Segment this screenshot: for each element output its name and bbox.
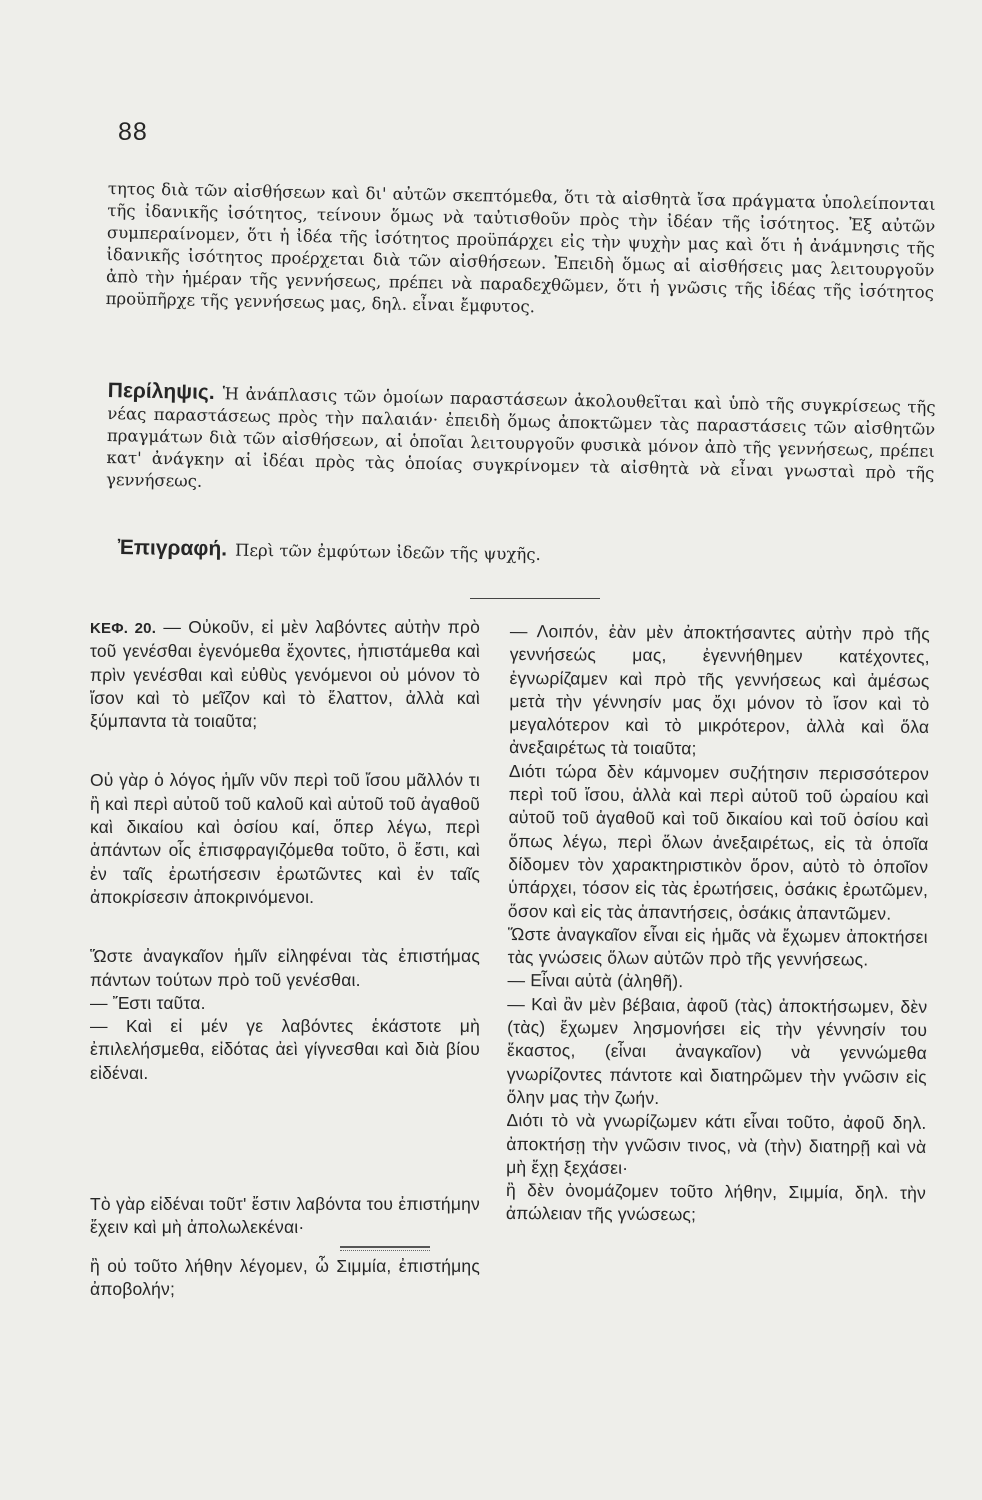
summary-text: Ἡ ἀνάπλασις τῶν ὁμοίων παραστάσεων ἀκολουθεῖται καὶ ὑπὸ τῆς συγκρίσεως τῆς νέας παραστάσεως πρὸς τὴν παλαιάν· ἐπειδὴ ὅμως ἀποκτῶμεν τὰς παραστάσεις τῶν αἰσθητῶν πραγμάτων διὰ τῶν αἰσθήσεων, αἱ ὁποῖαι λειτουργοῦν φυσικὰ μόνον ἀπὸ τῆς γεννήσεως, πρέπει κατ' ἀνάγκην αἱ ἰδέαι πρὸς τὰς ὁποίας συγκρίνομεν τὰ αἰσθητὰ νὰ εἶναι γνωσταὶ πρὸ τῆς γεννήσεως. — [105, 384, 936, 491]
left-paragraph-4: — Ἔστι ταῦτα. — [90, 992, 206, 1013]
chapter-label: ΚΕΦ. 20. — [90, 620, 157, 637]
modern-greek-column — [506, 620, 930, 1229]
left-p1-text: — Οὐκοῦν, εἰ μὲν λαβόντες αὐτὴν πρὸ τοῦ γενέσθαι ἐγενόμεθα ἔχοντες, ἠπιστάμεθα καὶ πρὶν γενέσθαι καὶ εὐθὺς γενόμενοι οὐ μόνον τὸ ἴσον καὶ τὸ μεῖζον καὶ τὸ ἔλαττον, ἀλλὰ καὶ ξύμπαντα τὰ τοιαῦτα; — [90, 617, 481, 732]
summary-section — [106, 380, 936, 507]
left-paragraph-1 — [90, 616, 480, 733]
right-paragraph-6: Διότι τὸ νὰ γνωρίζωμεν κάτι εἶναι τοῦτο, ἀφοῦ δηλ. ἀποκτήσῃ τὴν γνῶσιν τινος, νὰ (τὴν) διατηρῇ καὶ νὰ μὴ ἔχῃ ξεχάσει· — [506, 1110, 927, 1178]
intro-paragraph: τητος διὰ τῶν αἰσθήσεων καὶ δι' αὐτῶν σκεπτόμεθα, ὅτι τὰ αἰσθητὰ ἴσα πράγματα ὑπολείπονται τῆς ἰδανικῆς ἰσότητος, τείνουν ὅμως νὰ ταὐτισθοῦν πρὸς τὴν ἰδέαν τῆς ἰσότητος. Ἐξ αὐτῶν συμπεραίνομεν, ὅτι ἡ ἰδέα τῆς ἰσότητος προϋπάρχει εἰς τὴν ψυχὴν μας καὶ ὅτι ἡ ἀνάμνησις τῆς ἰδανικῆς ἰσότητος προέρχεται διὰ τῶν αἰσθήσεων. Ἐπειδὴ ὅμως αἱ αἰσθήσεις μας λειτουργοῦν ἀπὸ τὴν ἡμέραν τῆς γεννήσεως, πρέπει νὰ παραδεχθῶμεν, ὅτι ἡ γνῶσις τῆς ἰδέας τῆς ἰσότητος προϋπῆρχε τῆς γεννήσεως μας, δηλ. εἶναι ἔμφυτος. — [105, 178, 936, 317]
inscription-text: Περὶ τῶν ἐμφύτων ἰδεῶν τῆς ψυχῆς. — [234, 540, 541, 564]
right-paragraph-3: Ὥστε ἀναγκαῖον εἶναι εἰς ἡμᾶς νὰ ἔχωμεν ἀποκτήσει τὰς γνώσεις ὅλων αὐτῶν πρὸ τῆς γεννήσεως. — [507, 923, 928, 970]
inscription-section — [118, 536, 541, 566]
left-paragraph-2: Οὐ γὰρ ὁ λόγος ἡμῖν νῦν περὶ τοῦ ἴσου μᾶλλόν τι ἢ καὶ περὶ αὐτοῦ τοῦ καλοῦ καὶ αὐτοῦ τοῦ ἀγαθοῦ καὶ δικαίου καὶ ὁσίου καί, ὅπερ λέγω, περὶ ἁπάντων οἷς ἐπισφραγιζόμεθα τοῦτο, ὃ ἔστι, καὶ ἐν ταῖς ἐρωτήσεσιν ἐρωτῶντες καὶ ἐν ταῖς ἀποκρίσεσιν ἀποκρινόμενοι. — [90, 770, 480, 907]
left-paragraph-5: — Καὶ εἰ μέν γε λαβόντες ἑκάστοτε μὴ ἐπιλελήσμεθα, εἰδότας ἀεὶ γίγνεσθαι καὶ διὰ βίου εἰδέναι. — [90, 1016, 480, 1083]
summary-label: Περίληψις. — [107, 379, 215, 405]
page-number: 88 — [118, 118, 148, 146]
inscription-label: Ἐπιγραφή. — [117, 536, 228, 561]
left-paragraph-3: Ὥστε ἀναγκαῖον ἡμῖν εἰληφέναι τὰς ἐπιστήμας πάντων τούτων πρὸ τοῦ γενέσθαι. — [90, 946, 480, 990]
right-paragraph-1: — Λοιπόν, ἐὰν μὲν ἀποκτήσαντες αὐτὴν πρὸ τῆς γεννήσεώς μας, ἐγεννήθημεν κατέχοντες, ἐγνωρίζαμεν καὶ πρὸ τῆς γεννήσεως καὶ ἀμέσως μετὰ τὴν γέννησίν μας ὄχι μόνον τὸ ἴσον καὶ τὸ μεγαλότερον καὶ τὸ μικρότερον, ἀλλὰ καὶ ὅλα ἀνεξαιρέτως τὰ τοιαῦτα; — [509, 621, 930, 759]
right-paragraph-7: ἢ δὲν ὀνομάζομεν τοῦτο λήθην, Σιμμία, δηλ. τὴν ἀπώλειαν τῆς γνώσεως; — [505, 1180, 927, 1225]
right-paragraph-5: — Καὶ ἂν μὲν βέβαια, ἀφοῦ (τὰς) ἀποκτήσωμεν, δὲν (τὰς) ἔχωμεν λησμονήσει εἰς τὴν γέννησίν του ἕκαστος, (εἶναι ἀναγκαῖον) νὰ γεννώμεθα γνωρίζοντες πάντοτε καὶ διατηρῶμεν τὴν γνῶσιν εἰς ὅλην μας τὴν ζωήν. — [506, 993, 928, 1108]
ancient-greek-column — [90, 616, 480, 1301]
right-paragraph-2: Διότι τώρα δὲν κάμνομεν συζήτησιν περισσότερον περὶ τοῦ ἴσου, ἀλλὰ καὶ περὶ αὐτοῦ τοῦ ὡραίου καὶ αὐτοῦ τοῦ ἀγαθοῦ καὶ τοῦ δικαίου καὶ τοῦ ὁσίου καὶ ὅπως λέγω, περὶ ὅλων ἀνεξαιρέτως, εἰς τὰ ὁποῖα δίδομεν τὸν χαρακτηριστικὸν ὅρον, αὐτὸ τὸ ὁποῖον ὑπάρχει, τόσον εἰς τὰς ἐρωτήσεις, ὁσάκις ἐρωτῶμεν, ὅσον καὶ εἰς τὰς ἀπαντήσεις, ὁσάκις ἀπαντῶμεν. — [507, 760, 930, 924]
right-paragraph-4: — Εἶναι αὐτὰ (ἀληθῆ). — [507, 970, 684, 992]
separator-rule — [470, 598, 600, 599]
left-paragraph-6: Τὸ γὰρ εἰδέναι τοῦτ' ἔστιν λαβόντα του ἐπιστήμην ἔχειν καὶ μὴ ἀπολωλεκέναι· — [90, 1194, 480, 1238]
ornament-rule — [340, 1246, 430, 1251]
left-paragraph-7: ἢ οὐ τοῦτο λήθην λέγομεν, ὦ Σιμμία, ἐπιστήμης ἀποβολήν; — [90, 1255, 480, 1299]
